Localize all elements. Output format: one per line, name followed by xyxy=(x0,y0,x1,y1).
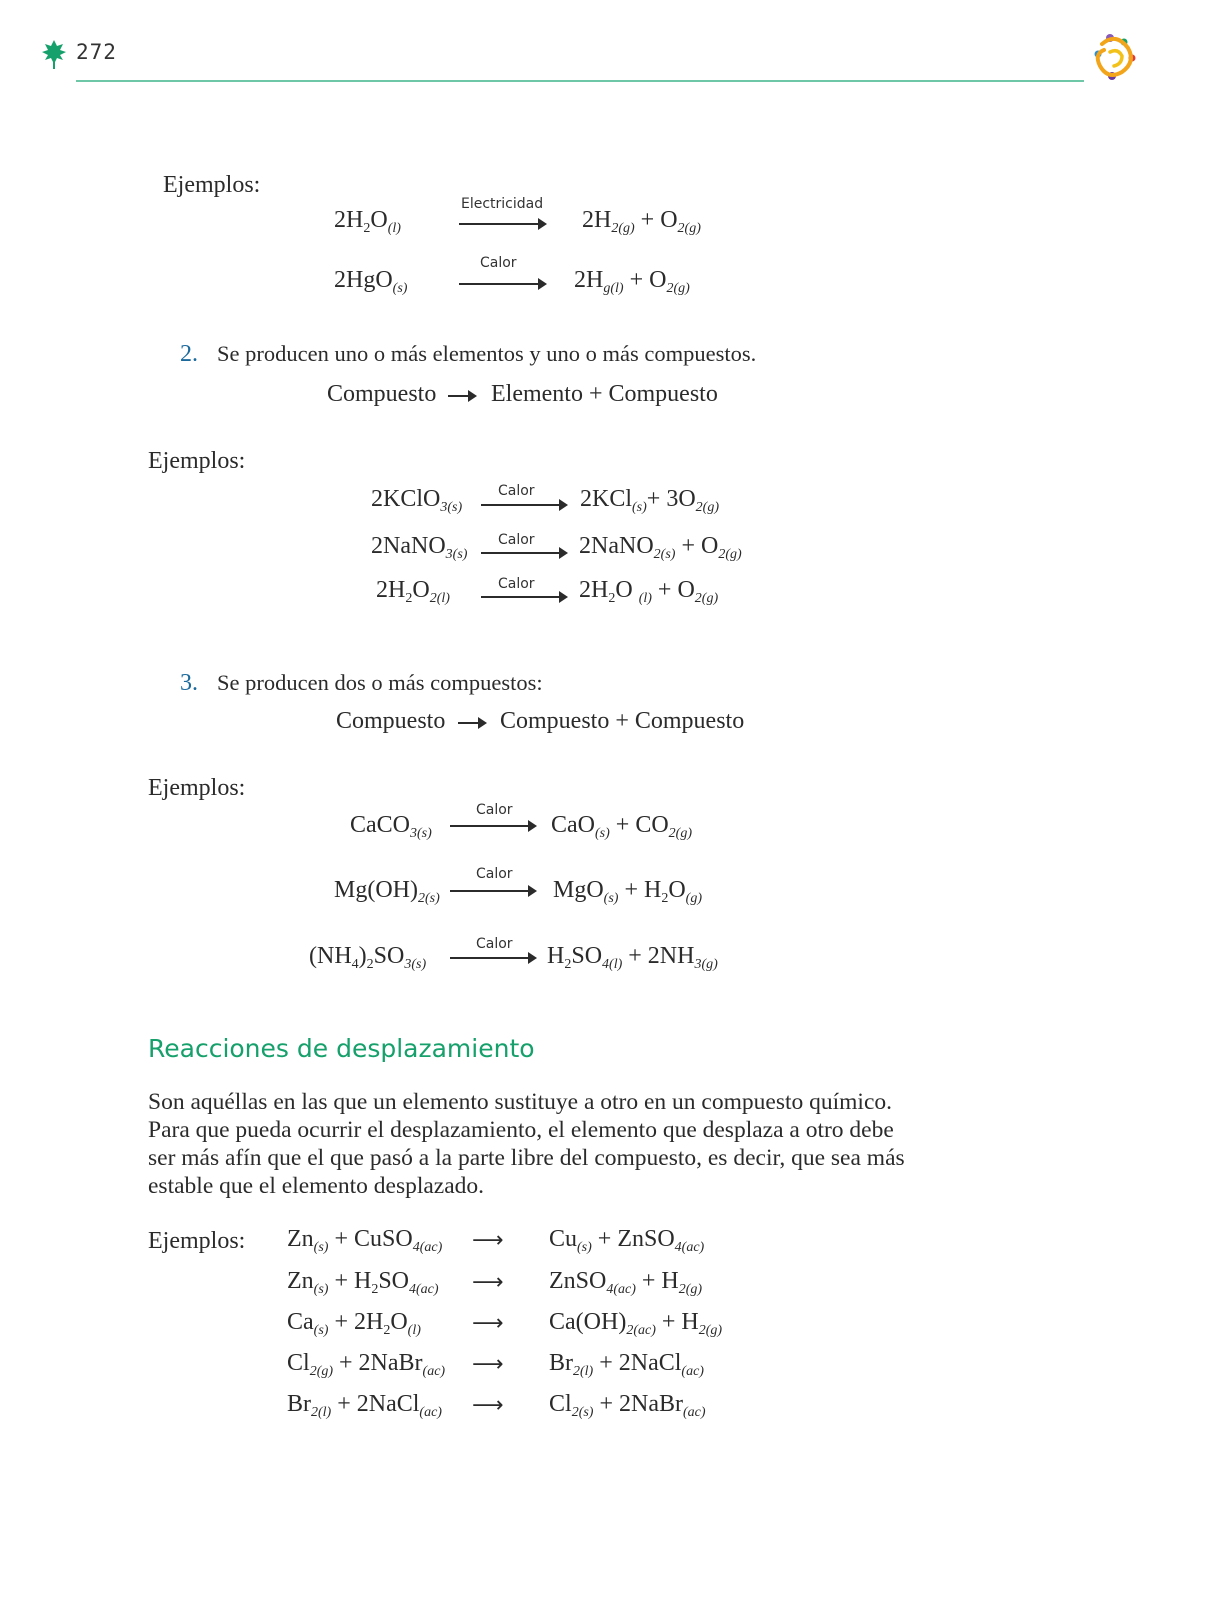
scheme-left: Compuesto xyxy=(336,708,446,734)
header-rule xyxy=(76,80,1084,82)
reaction-condition: Calor xyxy=(498,532,535,548)
arrow-head xyxy=(528,885,537,897)
equation-products: $2H_{g(l)} + O_{2(g)}$ xyxy=(574,267,690,296)
leaf-icon xyxy=(40,38,68,70)
arrow-head xyxy=(538,278,547,290)
arrow-head xyxy=(538,218,547,230)
equation-reactant: $2H_2O_{2(l)}$ xyxy=(376,577,450,606)
scheme-right: Elemento + Compuesto xyxy=(491,381,718,407)
equation-products: $Cl_{2(s)}$ + 2NaBr$_{(ac)}$ xyxy=(549,1391,706,1420)
scheme-left: Compuesto xyxy=(327,381,437,407)
equation-reactant: 2KClO$_{3(s)}$ xyxy=(371,486,463,515)
reaction-arrow xyxy=(450,890,528,892)
reaction-condition: Electricidad xyxy=(461,196,544,212)
equation-reactants: $Cl_{2(g)}$ + 2NaBr$_{(ac)}$ xyxy=(287,1350,446,1379)
arrow-head xyxy=(478,717,487,729)
equation-reactant: 2HgO$_{(s)}$ xyxy=(334,267,408,296)
equation-products: $Br_{2(l)}$ + 2NaCl$_{(ac)}$ xyxy=(549,1350,704,1379)
reaction-arrow xyxy=(459,223,538,225)
examples-label: Ejemplos: xyxy=(148,775,246,801)
equation-reactants: $Br_{2(l)}$ + 2NaCl$_{(ac)}$ xyxy=(287,1391,442,1420)
arrow-head xyxy=(559,499,568,511)
page-number: 272 xyxy=(76,40,117,64)
reaction-arrow: ⟶ xyxy=(472,1270,504,1295)
reaction-arrow xyxy=(459,283,538,285)
reaction-arrow: ⟶ xyxy=(472,1352,504,1377)
reaction-condition: Calor xyxy=(476,936,513,952)
reaction-condition: Calor xyxy=(476,866,513,882)
reaction-arrow: ⟶ xyxy=(472,1311,504,1336)
list-item-text: Se producen uno o más elementos y uno o más compuestos. xyxy=(217,341,757,366)
equation-reactants: $Ca_{(s)} + 2H_2O_{(l)}$ xyxy=(287,1309,421,1338)
paragraph-line: ser más afín que el que pasó a la parte libre del compuesto, es decir, que sea más xyxy=(148,1145,905,1171)
paragraph-line: Para que pueda ocurrir el desplazamiento, el elemento que desplaza a otro debe xyxy=(148,1117,894,1143)
equation-products: $2H_{2(g)} + O_{2(g)}$ xyxy=(582,207,701,236)
equation-products: ZnSO$_{4(ac)}$ + $H_{2(g)}$ xyxy=(549,1268,703,1297)
equation-products: $Ca(OH)_{2(ac)} + H_{2(g)}$ xyxy=(549,1309,723,1338)
reaction-arrow: ⟶ xyxy=(472,1228,504,1253)
scheme-arrow xyxy=(448,395,468,397)
reaction-arrow xyxy=(450,957,528,959)
list-item-text: Se producen dos o más compuestos: xyxy=(217,670,543,695)
reaction-condition: Calor xyxy=(498,576,535,592)
arrow-head xyxy=(559,591,568,603)
reaction-arrow: ⟶ xyxy=(472,1393,504,1418)
paragraph-line: Son aquéllas en las que un elemento sustituye a otro en un compuesto químico. xyxy=(148,1089,893,1115)
section-title: Reacciones de desplazamiento xyxy=(148,1034,535,1063)
equation-products: $Cu_{(s)}$ + ZnSO$_{4(ac)}$ xyxy=(549,1226,705,1255)
equation-reactant: $2H_2O_{(l)}$ xyxy=(334,207,401,236)
reaction-condition: Calor xyxy=(476,802,513,818)
equation-reactant: CaCO$_{3(s)}$ xyxy=(350,812,432,841)
arrow-head xyxy=(468,390,477,402)
equation-products: 2NaNO$_{2(s)}$ + $O_{2(g)}$ xyxy=(579,533,742,562)
equation-reactant: 2NaNO$_{3(s)}$ xyxy=(371,533,468,562)
reaction-arrow xyxy=(481,552,559,554)
arrow-head xyxy=(528,952,537,964)
equation-reactants: $Zn_{(s)}$ + CuSO$_{4(ac)}$ xyxy=(287,1226,443,1255)
equation-reactants: $Zn_{(s)} + H_2SO_{4(ac)}$ xyxy=(287,1268,439,1297)
reaction-condition: Calor xyxy=(480,255,517,271)
list-number: 2. xyxy=(180,341,198,367)
reaction-condition: Calor xyxy=(498,483,535,499)
brand-logo-icon xyxy=(1088,32,1144,86)
paragraph-line: estable que el elemento desplazado. xyxy=(148,1173,485,1199)
equation-products: $2KCl_{(s)}+ 3O_{2(g)}$ xyxy=(580,486,719,515)
examples-label: Ejemplos: xyxy=(163,172,261,198)
reaction-arrow xyxy=(481,596,559,598)
equation-products: $H_2SO_{4(l)} + 2NH_{3(g)}$ xyxy=(547,943,718,972)
scheme-arrow xyxy=(458,722,478,724)
reaction-arrow xyxy=(481,504,559,506)
examples-label: Ejemplos: xyxy=(148,448,246,474)
equation-products: $2H_2O$ $_{(l)} + O_{2(g)}$ xyxy=(579,577,719,606)
reaction-arrow xyxy=(450,825,528,827)
equation-products: $MgO_{(s)} + H_2O_{(g)}$ xyxy=(553,877,702,906)
equation-reactant: $(NH_4)_2SO_{3(s)}$ xyxy=(309,943,427,972)
equation-reactant: $Mg(OH)_{2(s)}$ xyxy=(334,877,440,906)
list-number: 3. xyxy=(180,670,198,696)
arrow-head xyxy=(528,820,537,832)
equation-products: $CaO_{(s)} + CO_{2(g)}$ xyxy=(551,812,692,841)
arrow-head xyxy=(559,547,568,559)
scheme-right: Compuesto + Compuesto xyxy=(500,708,745,734)
examples-label: Ejemplos: xyxy=(148,1228,246,1254)
